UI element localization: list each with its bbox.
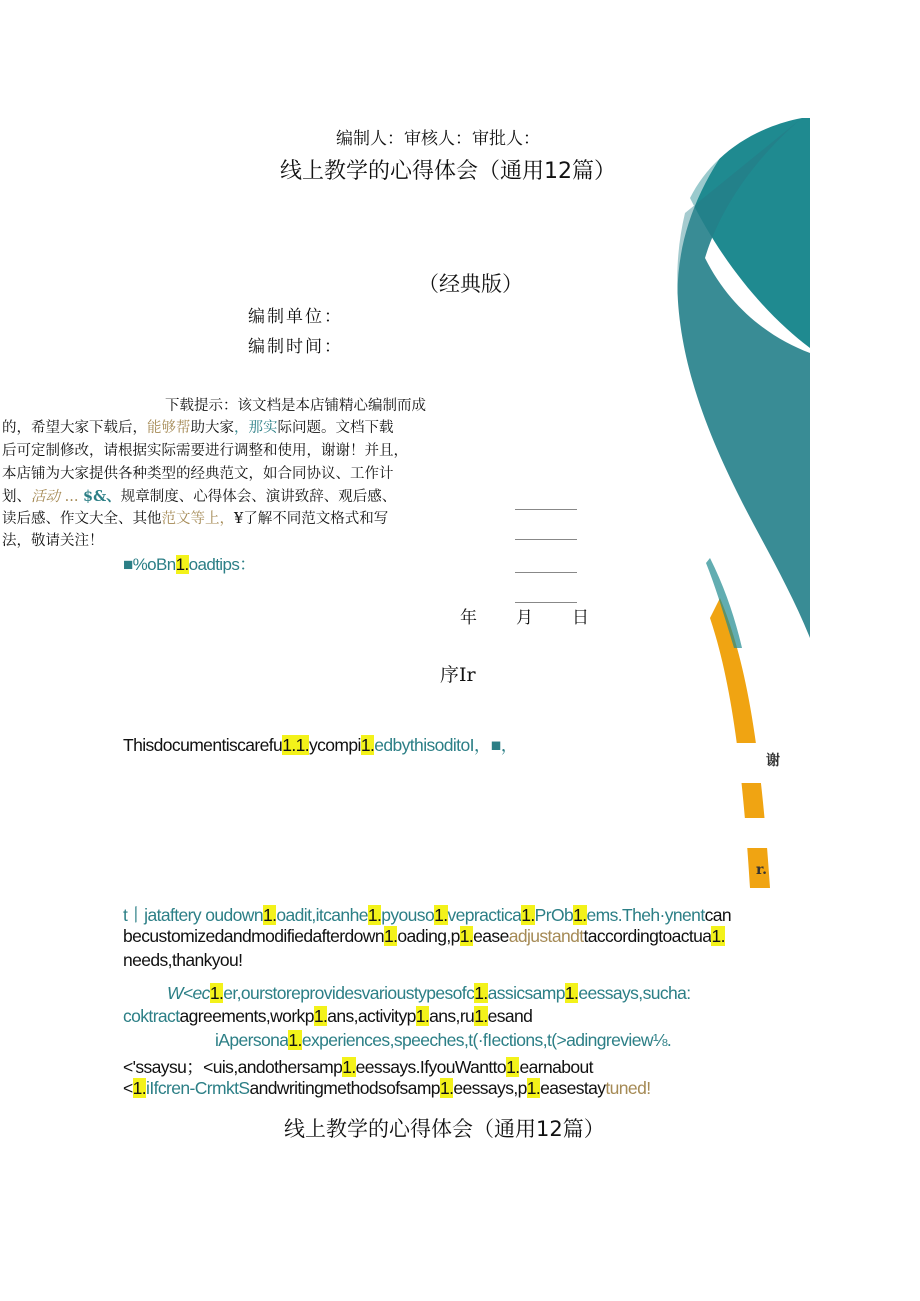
download-tips-heading: ■%oBn1.oadtips： xyxy=(123,555,256,574)
blank-line xyxy=(515,558,577,577)
date-day: 日 xyxy=(572,608,589,628)
notice-line-6: 读后感、作文大全、其他范文等上，¥了解不同范文格式和写 xyxy=(2,511,389,527)
notice-line-7: 法，敬请关注！ xyxy=(2,533,104,549)
english-line-3: becustomizedandmodifiedafterdown1.oading,p1.easeadjustandttaccordingtoactua1. xyxy=(123,926,725,946)
english-line-6: coktractagreements,workp1.ans,activityp1.ans,ru1.esand xyxy=(123,1006,533,1026)
notice-line-1: 下载提示：该文档是本店铺精心编制而成 xyxy=(165,398,426,414)
english-line-8: <'ssaysu；<uis,andothersamp1.eessays.IfyouWantto1.earnabout xyxy=(123,1057,593,1077)
english-line-9: <1.iIfcren-CrmktSandwritingmethodsofsamp1.eessays,p1.easestaytuned! xyxy=(123,1078,651,1098)
blank-line xyxy=(515,525,577,544)
notice-line-3: 后可定制修改，请根据实际需要进行调整和使用，谢谢！并且， xyxy=(2,443,408,459)
english-line-2: t丨jataftery oudown1.oadit,itcanhe1.pyouso1.vepractica1.PrOb1.ems.Theh·ynentcan xyxy=(123,905,732,925)
notice-line-2: 的，希望大家下载后，能够帮助大家，那实际问题。文档下载 xyxy=(2,420,394,436)
compile-unit-label: 编制单位： xyxy=(248,307,343,327)
editors-line: 编制人：审核人：审批人： xyxy=(336,129,540,149)
notice-line-5: 划、活动 ... $&、规章制度、心得体会、演讲致辞、观后感、 xyxy=(2,488,397,505)
preface-label: 序Ir xyxy=(440,664,476,686)
date-month: 月 xyxy=(516,608,533,628)
compile-time-label: 编制时间： xyxy=(248,337,343,357)
side-mark-thanks: 谢 xyxy=(766,753,780,769)
english-line-7: iApersona1.experiences,speeches,t(·fIections,t(>adingreview⅛. xyxy=(215,1030,672,1050)
notice-line-4: 本店铺为大家提供各种类型的经典范文，如合同协议、工作计 xyxy=(2,466,394,482)
edition-label: （经典版） xyxy=(418,272,523,296)
blank-line xyxy=(515,495,577,514)
date-year: 年 xyxy=(460,608,477,628)
english-line-5: W<ec1.er,ourstoreprovidesvarioustypesofc1.assicsamp1.eessays,sucha: xyxy=(167,983,691,1003)
english-line-1: Thisdocumentiscarefu1.1.ycompi1.edbythisoditoI，■， xyxy=(123,735,518,755)
english-line-4: needs,thankyou! xyxy=(123,950,243,970)
side-mark-r: r. xyxy=(756,862,767,878)
document-title: 线上教学的心得体会（通用12篇） xyxy=(280,159,616,184)
footer-title: 线上教学的心得体会（通用12篇） xyxy=(284,1117,605,1141)
